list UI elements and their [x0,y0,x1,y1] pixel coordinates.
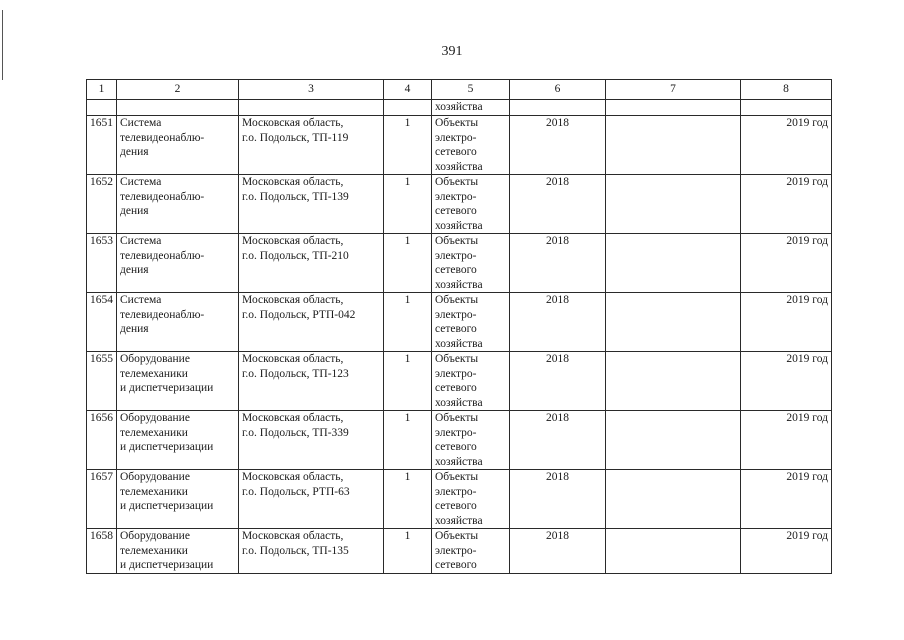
type-cell: хозяйства [432,100,510,116]
header-cell: 3 [239,80,384,100]
table-row [87,470,832,529]
term-cell: 2019 год [741,234,832,293]
type-cell: Объекты электро- сетевого хозяйства [432,411,510,470]
table-row [87,529,832,574]
year-cell: 2018 [510,470,606,529]
header-cell: 1 [87,80,117,100]
quantity-cell: 1 [384,529,432,574]
term-cell: 2019 год [741,529,832,574]
number-cell: 1654 [87,293,117,352]
term-cell: 2019 год [741,352,832,411]
quantity-cell: 1 [384,175,432,234]
header-cell: 5 [432,80,510,100]
header-cell: 4 [384,80,432,100]
table-row [87,234,832,293]
number-cell: 1655 [87,352,117,411]
type-cell: Объекты электро- сетевого хозяйства [432,234,510,293]
table-row [87,116,832,175]
column7-cell [606,529,741,574]
page-number: 391 [441,44,463,59]
term-cell: 2019 год [741,470,832,529]
number-cell: 1658 [87,529,117,574]
type-cell: Объекты электро- сетевого [432,529,510,574]
quantity-cell: 1 [384,234,432,293]
number-cell: 1651 [87,116,117,175]
name-cell: Оборудование телемеханики и диспетчеризации [117,529,239,574]
type-cell: Объекты электро- сетевого хозяйства [432,175,510,234]
registry-table [86,79,832,574]
empty-cell [117,100,239,116]
table-row [87,352,832,411]
empty-cell [384,100,432,116]
term-cell: 2019 год [741,175,832,234]
type-cell: Объекты электро- сетевого хозяйства [432,293,510,352]
address-cell: Московская область, г.о. Подольск, ТП-135 [239,529,384,574]
column7-cell [606,175,741,234]
name-cell: Система телевидеонаблю- дения [117,175,239,234]
address-cell: Московская область, г.о. Подольск, ТП-119 [239,116,384,175]
term-cell: 2019 год [741,116,832,175]
year-cell: 2018 [510,116,606,175]
header-cell: 2 [117,80,239,100]
header-cell: 6 [510,80,606,100]
column7-cell [606,116,741,175]
address-cell: Московская область, г.о. Подольск, ТП-210 [239,234,384,293]
number-cell: 1657 [87,470,117,529]
quantity-cell: 1 [384,116,432,175]
name-cell: Оборудование телемеханики и диспетчеризации [117,411,239,470]
number-cell: 1656 [87,411,117,470]
empty-cell [87,100,117,116]
empty-cell [741,100,832,116]
table-row [87,411,832,470]
year-cell: 2018 [510,411,606,470]
quantity-cell: 1 [384,411,432,470]
name-cell: Оборудование телемеханики и диспетчеризации [117,470,239,529]
term-cell: 2019 год [741,411,832,470]
address-cell: Московская область, г.о. Подольск, ТП-139 [239,175,384,234]
year-cell: 2018 [510,175,606,234]
table-row [87,293,832,352]
continuation-row [87,100,832,116]
type-cell: Объекты электро- сетевого хозяйства [432,116,510,175]
header-cell: 8 [741,80,832,100]
quantity-cell: 1 [384,293,432,352]
address-cell: Московская область, г.о. Подольск, ТП-339 [239,411,384,470]
address-cell: Московская область, г.о. Подольск, РТП-042 [239,293,384,352]
number-cell: 1652 [87,175,117,234]
number-cell: 1653 [87,234,117,293]
name-cell: Система телевидеонаблю- дения [117,234,239,293]
year-cell: 2018 [510,529,606,574]
type-cell: Объекты электро- сетевого хозяйства [432,352,510,411]
column7-cell [606,234,741,293]
address-cell: Московская область, г.о. Подольск, ТП-123 [239,352,384,411]
column7-cell [606,411,741,470]
column7-cell [606,352,741,411]
name-cell: Оборудование телемеханики и диспетчеризации [117,352,239,411]
year-cell: 2018 [510,234,606,293]
column7-cell [606,293,741,352]
year-cell: 2018 [510,293,606,352]
table-row [87,175,832,234]
quantity-cell: 1 [384,470,432,529]
term-cell: 2019 год [741,293,832,352]
name-cell: Система телевидеонаблю- дения [117,116,239,175]
header-cell: 7 [606,80,741,100]
header-row [87,80,832,100]
empty-cell [606,100,741,116]
address-cell: Московская область, г.о. Подольск, РТП-63 [239,470,384,529]
year-cell: 2018 [510,352,606,411]
type-cell: Объекты электро- сетевого хозяйства [432,470,510,529]
quantity-cell: 1 [384,352,432,411]
name-cell: Система телевидеонаблю- дения [117,293,239,352]
empty-cell [239,100,384,116]
column7-cell [606,470,741,529]
empty-cell [510,100,606,116]
